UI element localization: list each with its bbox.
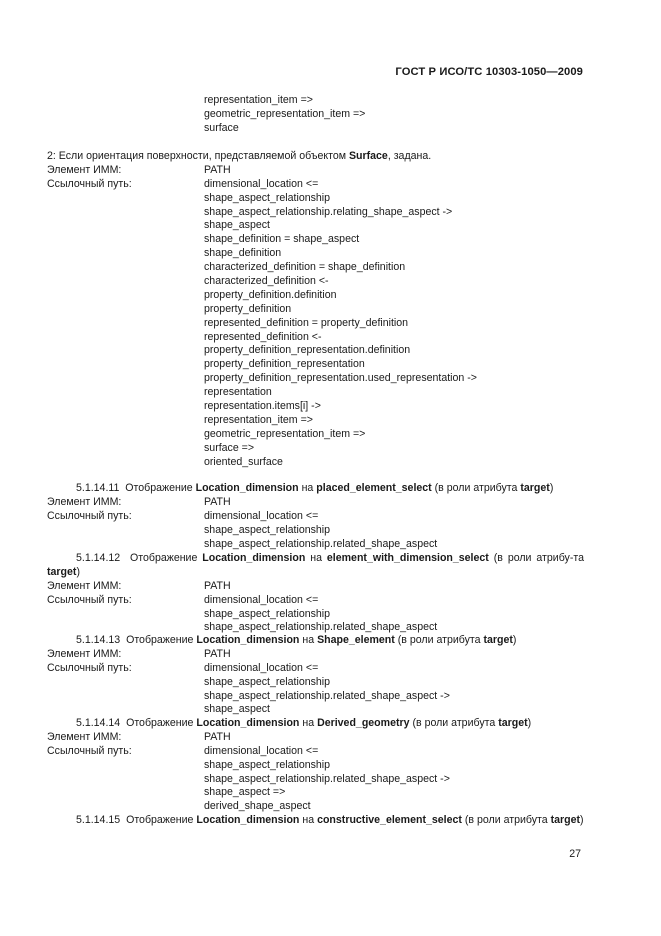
path-line: dimensional_location <=: [204, 744, 319, 757]
path-line: shape_definition = shape_aspect: [204, 233, 360, 246]
path-label: Ссылочный путь:: [47, 661, 132, 674]
path-line: shape_aspect_relationship: [204, 758, 331, 771]
path-line: shape_aspect_relationship.related_shape_aspect ->: [204, 689, 450, 702]
section-5-1-14-15: [0, 814, 661, 828]
path-line: shape_aspect =>: [204, 786, 286, 799]
path-line: shape_aspect_relationship: [204, 191, 331, 204]
path-line: representation_item =>: [204, 94, 313, 106]
element-value: PATH: [204, 495, 231, 508]
path-label: Ссылочный путь:: [47, 177, 132, 190]
path-line: dimensional_location <=: [204, 661, 319, 674]
path-line: shape_aspect_relationship.related_shape_aspect: [204, 621, 438, 634]
path-line: represented_definition = property_definition: [204, 316, 409, 329]
path-line: geometric_representation_item =>: [204, 107, 366, 120]
section-heading: 5.1.14.14 Отображение Location_dimension на Derived_geometry (в роли атрибута target): [76, 717, 532, 729]
note-text: 2: Если ориентация поверхности, представляемой объектом Surface, задана.: [47, 150, 432, 162]
path-line: dimensional_location <=: [204, 509, 319, 522]
path-line: shape_aspect_relationship.related_shape_aspect: [204, 537, 438, 550]
path-line: shape_aspect: [204, 703, 270, 716]
path-line: representation.items[i] ->: [204, 400, 321, 413]
path-line: shape_aspect: [204, 219, 270, 232]
path-line: property_definition: [204, 302, 292, 315]
continuation-path: [0, 94, 661, 136]
section-5-1-14-11: [0, 482, 661, 551]
path-line: characterized_definition <-: [204, 275, 329, 288]
path-line: property_definition_representation.used_representation ->: [204, 372, 477, 385]
element-value: PATH: [204, 730, 231, 743]
path-line: shape_aspect_relationship.related_shape_aspect ->: [204, 772, 450, 785]
path-line: surface =>: [204, 441, 255, 454]
document-header: ГОСТ Р ИСО/ТС 10303-1050—2009: [395, 66, 583, 78]
path-line: shape_definition: [204, 247, 282, 260]
note-2: [0, 150, 661, 469]
path-line: shape_aspect_relationship.relating_shape_aspect ->: [204, 205, 453, 218]
path-line: representation_item =>: [204, 413, 313, 426]
element-label: Элемент ИММ:: [47, 579, 122, 592]
path-line: property_definition.definition: [204, 288, 337, 301]
element-label: Элемент ИММ:: [47, 647, 122, 660]
path-line: property_definition_representation.definition: [204, 344, 411, 357]
element-value: PATH: [204, 579, 231, 592]
path-label: Ссылочный путь:: [47, 593, 132, 606]
element-value: PATH: [204, 647, 231, 660]
path-line: shape_aspect_relationship: [204, 523, 331, 536]
section-heading: 5.1.14.11 Отображение Location_dimension на placed_element_select (в роли атрибута target): [76, 482, 554, 494]
path-line: representation: [204, 386, 272, 399]
path-line: characterized_definition = shape_definition: [204, 261, 406, 274]
path-line: oriented_surface: [204, 455, 283, 468]
path-line: dimensional_location <=: [204, 177, 319, 190]
path-label: Ссылочный путь:: [47, 744, 132, 757]
path-line: shape_aspect_relationship: [204, 675, 331, 688]
section-heading: 5.1.14.13 Отображение Location_dimension на Shape_element (в роли атрибута target): [76, 634, 517, 646]
path-line: shape_aspect_relationship: [204, 607, 331, 620]
path-line: geometric_representation_item =>: [204, 427, 366, 440]
path-label: Ссылочный путь:: [47, 509, 132, 522]
section-5-1-14-14: [0, 717, 661, 814]
path-line: surface: [204, 121, 239, 134]
section-heading: 5.1.14.15 Отображение Location_dimension на constructive_element_select (в роли атрибута target): [76, 814, 584, 826]
section-5-1-14-12: [0, 552, 661, 635]
section-5-1-14-13: [0, 634, 661, 717]
path-line: derived_shape_aspect: [204, 800, 311, 813]
section-heading: 5.1.14.12 Отображение Location_dimension на element_with_dimension_select (в роли атрибу-та target): [47, 552, 584, 578]
page-number: 27: [569, 848, 581, 860]
path-line: dimensional_location <=: [204, 593, 319, 606]
path-line: represented_definition <-: [204, 330, 322, 343]
path-line: property_definition_representation: [204, 358, 365, 371]
element-label: Элемент ИММ:: [47, 495, 122, 508]
element-label: Элемент ИММ:: [47, 163, 122, 176]
element-label: Элемент ИММ:: [47, 730, 122, 743]
element-value: PATH: [204, 163, 231, 176]
